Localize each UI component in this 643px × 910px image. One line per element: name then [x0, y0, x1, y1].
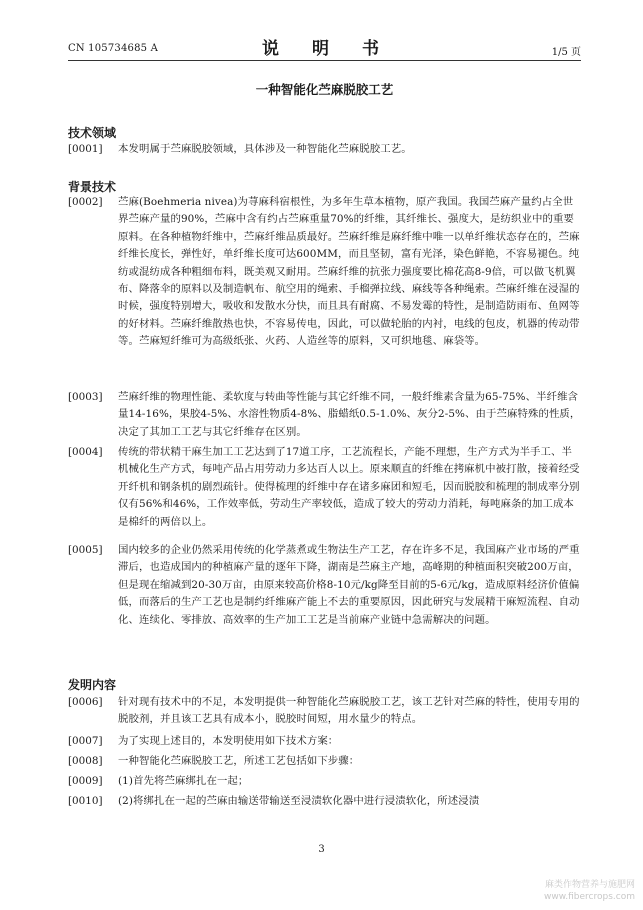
paragraph-0002	[68, 194, 581, 351]
paragraph-text: 为了实现上述目的，本发明使用如下技术方案：	[118, 735, 339, 747]
site-watermark	[544, 879, 635, 903]
section-heading-summary: 发明内容	[68, 678, 117, 692]
page-number: 3	[318, 844, 325, 855]
paragraph-number: [0009]	[68, 775, 103, 787]
paragraph-0007	[68, 733, 581, 750]
paragraph-number: [0010]	[68, 795, 103, 807]
paragraph-text: 一种智能化苎麻脱胶工艺，所述工艺包括如下步骤：	[118, 755, 360, 767]
paragraph-number: [0003]	[68, 391, 103, 403]
paragraph-text: 国内较多的企业仍然采用传统的化学蒸煮或生物法生产工艺，存在许多不足，我国麻产业市场的严重滞后，也造成国内的种植麻产量的逐年下降，湖南是苎麻主产地，高峰期的种植面积突破200万亩，但是现在缩减到20-30万亩，由原来较高价格8-10元/kg降至目前的5-6元/kg，造成原料经济价值偏低，而落后的生产工艺也是制约纤维麻产能上不去的重要原因，因此研究与发展精干麻短流程、自动化、连续化、零排放、高效率的生产加工工艺是当前麻产业链中急需解决的问题。	[118, 544, 580, 626]
section-heading-background: 背景技术	[68, 180, 117, 194]
paragraph-0006	[68, 694, 581, 729]
paragraph-0004	[68, 444, 581, 531]
document-title: 一种智能化苎麻脱胶工艺	[255, 82, 394, 97]
page-header	[68, 34, 581, 61]
paragraph-text: 苎麻(Boehmeria nivea)为荨麻科宿根性，为多年生草本植物，原产我国。我国苎麻产量约占全世界苎麻产量的90%，苎麻中含有约占苎麻重量70%的纤维，其纤维长、强度大，是纺织业中的重要原料。在各种植物纤维中，苎麻纤维品质最好。苎麻纤维是麻纤维中唯一以单纤维状态存在的，苎麻纤维长度长，弹性好，单纤维长度可达600MM，而且坚韧，富有光泽，染色鲜艳，不容易褪色。纯纺或混纺成各种粗细布料，既美观又耐用。苎麻纤维的抗张力强度要比棉花高8-9倍，可以做飞机翼布、降落伞的原料以及制造帆布、航空用的绳索、手榴弹拉线、麻线等各种绳索。苎麻纤维在浸湿的时候，强度特别增大，吸收和发散水分快，而且具有耐腐、不易发霉的特性，是制造防雨布、鱼网等的好材料。苎麻纤维散热也快，不容易传电，因此，可以做轮胎的内衬，电线的包皮，机器的传动带等。苎麻短纤维可为高级纸张、火药、人造丝等的原料，又可织地毯、麻袋等。	[118, 196, 580, 348]
paragraph-number: [0006]	[68, 696, 103, 708]
paragraph-number: [0002]	[68, 196, 103, 208]
page-count: 1/5 页	[551, 47, 581, 58]
patent-number: CN 105734685 A	[68, 43, 159, 54]
paragraph-0010	[68, 793, 581, 810]
paragraph-text: (1)首先将苎麻绑扎在一起；	[118, 775, 249, 787]
watermark-url: www.fibercrops.com	[544, 892, 635, 902]
section-heading-technical-field: 技术领域	[68, 126, 117, 140]
watermark-site-name: 麻类作物营养与施肥网	[544, 880, 635, 890]
document-type-heading: 说 明 书	[262, 39, 387, 59]
paragraph-0003	[68, 389, 581, 441]
paragraph-text: 本发明属于苎麻脱胶领域，具体涉及一种智能化苎麻脱胶工艺。	[118, 143, 412, 155]
paragraph-0005	[68, 542, 581, 629]
paragraph-text: 苎麻纤维的物理性能、柔软度与转曲等性能与其它纤维不同，一般纤维素含量为65-75%、半纤维含量14-16%，果胶4-5%、水溶性物质4-8%、脂蜡纸0.5-1.0%、灰分2-5%、由于苎麻特殊的性质，决定了其加工工艺与其它纤维存在区别。	[118, 391, 581, 438]
paragraph-number: [0007]	[68, 735, 103, 747]
paragraph-text: 传统的带状精干麻生加工工艺达到了17道工序，工艺流程长，产能不理想，生产方式为半手工、半机械化生产方式，每吨产品占用劳动力多达百人以上。原来顺直的纤维在拷麻机中被打散，接着经受开纤机和钢条机的剧烈疏针。使得梳理的纤维中存在诸多麻团和短毛，因而脱胶和梳理的制成率分别仅有56%和46%，工作效率低，劳动生产率较低，造成了较大的劳动力消耗，每吨麻条的加工成本是棉纤的两倍以上。	[118, 446, 580, 528]
paragraph-text: (2)将绑扎在一起的苎麻由输送带输送至浸渍软化器中进行浸渍软化，所述浸渍	[118, 795, 480, 807]
paragraph-number: [0001]	[68, 143, 103, 155]
paragraph-text: 针对现有技术中的不足，本发明提供一种智能化苎麻脱胶工艺，该工艺针对苎麻的特性，使用专用的脱胶剂，并且该工艺具有成本小，脱胶时间短，用水量少的特点。	[118, 696, 580, 726]
paragraph-0008	[68, 753, 581, 770]
paragraph-0001	[68, 141, 581, 158]
paragraph-0009	[68, 773, 581, 790]
paragraph-number: [0008]	[68, 755, 103, 767]
paragraph-number: [0005]	[68, 544, 103, 556]
paragraph-number: [0004]	[68, 446, 103, 458]
